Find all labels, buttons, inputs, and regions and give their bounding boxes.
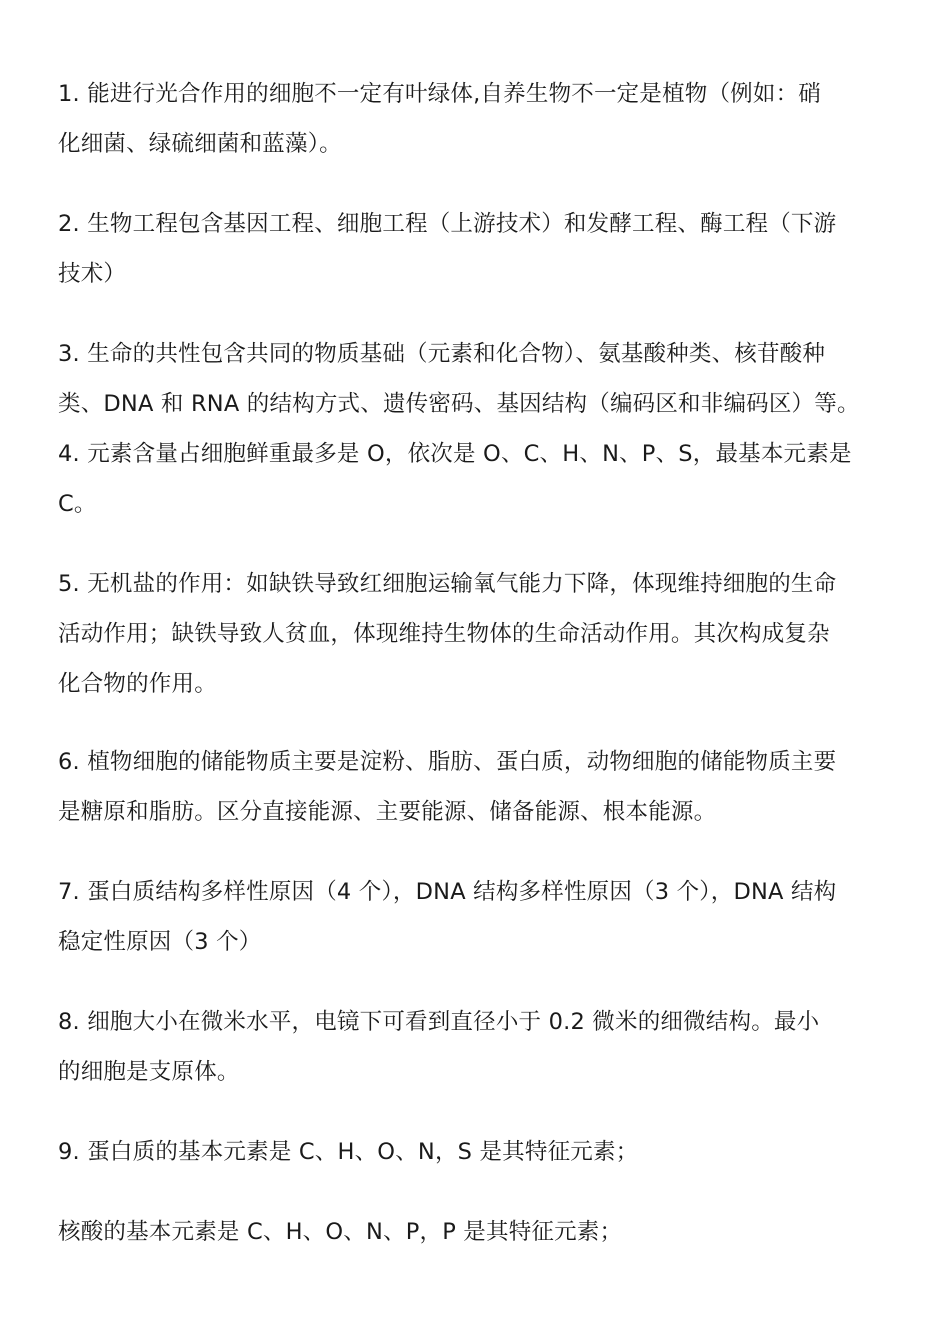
text-line: 1. 能进行光合作用的细胞不一定有叶绿体,自养生物不一定是植物（例如：硝	[58, 81, 821, 107]
text-line: 8. 细胞大小在微米水平，电镜下可看到直径小于 0.2 微米的细微结构。最小	[58, 1009, 820, 1035]
text-line: 9. 蛋白质的基本元素是 C、H、O、N，S 是其特征元素；	[58, 1139, 639, 1165]
text-line: 类、DNA 和 RNA 的结构方式、遗传密码、基因结构（编码区和非编码区）等。	[58, 391, 860, 417]
text-line: 核酸的基本元素是 C、H、O、N、P，P 是其特征元素；	[58, 1219, 623, 1245]
text-line: 是糖原和脂肪。区分直接能源、主要能源、储备能源、根本能源。	[58, 799, 717, 825]
text-line: 的细胞是支原体。	[58, 1059, 240, 1085]
text-line: 4. 元素含量占细胞鲜重最多是 O，依次是 O、C、H、N、P、S，最基本元素是	[58, 441, 852, 467]
text-line: 6. 植物细胞的储能物质主要是淀粉、脂肪、蛋白质，动物细胞的储能物质主要	[58, 749, 837, 775]
text-line: 技术）	[58, 261, 127, 287]
text-line: 3. 生命的共性包含共同的物质基础（元素和化合物）、氨基酸种类、核苷酸种	[58, 341, 826, 367]
text-line: 5. 无机盐的作用：如缺铁导致红细胞运输氧气能力下降，体现维持细胞的生命	[58, 571, 837, 597]
text-line: 化细菌、绿硫细菌和蓝藻）。	[58, 131, 342, 157]
text-line: C。	[58, 491, 97, 517]
text-line: 2. 生物工程包含基因工程、细胞工程（上游技术）和发酵工程、酶工程（下游	[58, 211, 837, 237]
text-line: 稳定性原因（3 个）	[58, 929, 262, 955]
text-line: 活动作用；缺铁导致人贫血，体现维持生物体的生命活动作用。其次构成复杂	[58, 621, 830, 647]
text-line: 7. 蛋白质结构多样性原因（4 个），DNA 结构多样性原因（3 个），DNA 结构	[58, 879, 837, 905]
text-line: 化合物的作用。	[58, 671, 217, 697]
